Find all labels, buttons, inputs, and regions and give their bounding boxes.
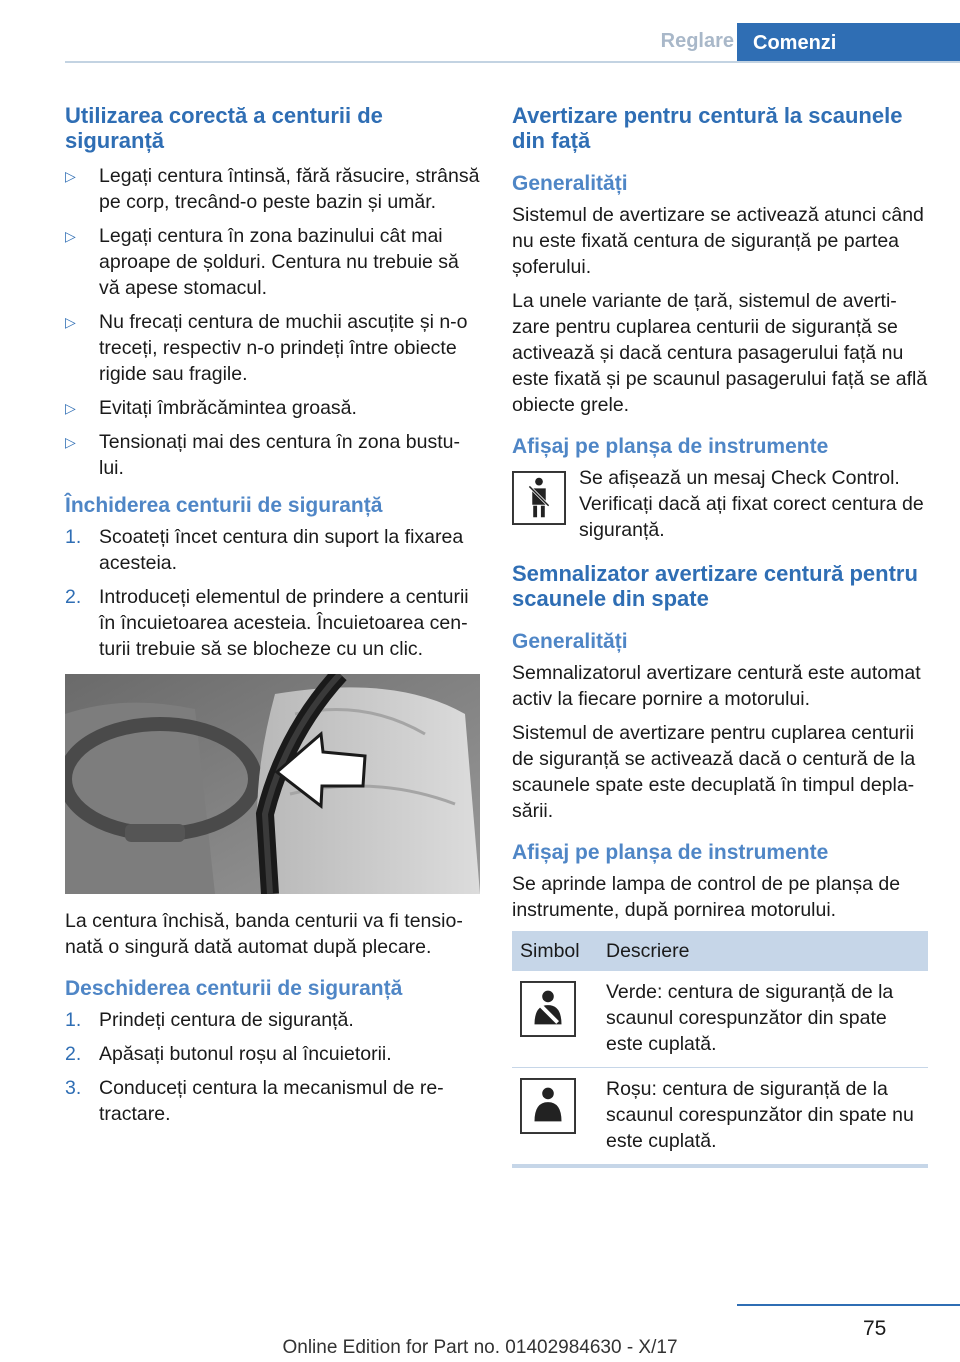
triangle-bullet-icon: ▷ <box>65 400 76 416</box>
row-description: Roșu: centura de siguranță de la scaunul corespunzător din spate nu este cuplată. <box>598 1068 928 1167</box>
table-header-row <box>512 931 928 971</box>
right-column <box>512 103 930 1168</box>
photo-caption: La centura închisă, banda centurii va fi tensio-nată o singură dată automat după plecare. <box>65 910 463 958</box>
list-item: 2. Introduceți elementul de prindere a centurii în încuietoarea acesteia. Încuietoarea cen-turii trebuie să se blocheze cu un clic. <box>65 586 469 660</box>
table-row <box>512 1068 928 1167</box>
table-row <box>512 971 928 1068</box>
list-item: 1. Scoateți încet centura din suport la fixarea acesteia. <box>65 526 464 574</box>
paragraph: Sistemul de avertizare pentru cuplarea centurii de siguranță se activează dacă o centură de la scaunele spate este decuplată în timpul depla-sării. <box>512 722 916 822</box>
tab-reglare[interactable]: Reglare <box>660 30 734 52</box>
triangle-bullet-icon: ▷ <box>65 168 76 184</box>
symbol-table <box>512 931 928 1168</box>
page-header <box>0 0 960 62</box>
numbered-list-closing <box>65 524 480 662</box>
section-title-opening-belt: Deschiderea centurii de siguranță <box>65 977 403 1000</box>
subtitle-general: Generalități <box>512 172 628 195</box>
list-item: ▷ Nu frecați centura de muchii ascuțite și n-o treceți, respectiv n-o prindeți între obiecte rigide sau fragile. <box>65 311 468 385</box>
column-header-description: Descriere <box>598 931 928 971</box>
triangle-bullet-icon: ▷ <box>65 434 76 450</box>
seatbelt-buckle-photo <box>65 674 480 894</box>
seatbelt-warning-icon <box>512 471 566 525</box>
page-number: 75 <box>863 1317 887 1340</box>
subtitle-instrument-display: Afișaj pe planșa de instrumente <box>512 435 829 458</box>
section-title-rear-belt-warning: Semnalizator avertizare centură pentru scaunele din spate <box>512 561 918 611</box>
page-number-divider <box>737 1304 960 1306</box>
section-title-correct-use: Utilizarea corectă a centurii de siguranță <box>65 103 383 153</box>
row-description: Verde: centura de siguranță de la scaunul corespunzător din spate este cuplată. <box>598 971 928 1068</box>
section-title-closing-belt: Închiderea centurii de siguranță <box>65 494 383 517</box>
numbered-list-opening <box>65 1007 480 1127</box>
bullet-list-correct-use <box>65 163 480 481</box>
section-title-front-belt-warning: Avertizare pentru centură la scaunele din față <box>512 103 903 153</box>
paragraph: Sistemul de avertizare se activează atunci când nu este fixată centura de siguranță pe partea șoferului. <box>512 204 924 278</box>
list-item: 2. Apăsați butonul roșu al încuietorii. <box>65 1043 392 1065</box>
header-divider <box>65 61 960 63</box>
column-header-symbol: Simbol <box>512 931 598 971</box>
icon-description: Se afișează un mesaj Check Control. Verificați dacă ați fixat corect centura de siguranță. <box>512 465 930 543</box>
paragraph: Se aprinde lampa de control de pe planșa de instrumente, după pornirea motorului. <box>512 873 901 921</box>
triangle-bullet-icon: ▷ <box>65 314 76 330</box>
seat-occupant-icon <box>520 1078 576 1134</box>
triangle-bullet-icon: ▷ <box>65 228 76 244</box>
left-column <box>65 103 480 1139</box>
list-item: ▷ Legați centura în zona bazinului cât mai aproape de șolduri. Centura nu trebuie să vă apese stomacul. <box>65 225 459 299</box>
footer-edition: Online Edition for Part no. 01402984630 - X/17 <box>282 1337 678 1358</box>
list-item: ▷ Tensionați mai des centura în zona bustu-lui. <box>65 431 460 479</box>
seatbelt-fastened-icon <box>520 981 576 1037</box>
list-item: ▷ Legați centura întinsă, fără răsucire, strânsă pe corp, trecând-o peste bazin și umăr. <box>65 165 480 213</box>
paragraph: La unele variante de țară, sistemul de averti-zare pentru cuplarea centurii de siguranță se activează și dacă centura pasagerului față nu este fixată și pe scaunul pasagerului față se află obiecte grele. <box>512 290 928 416</box>
subtitle-instrument-display: Afișaj pe planșa de instrumente <box>512 841 829 864</box>
paragraph: Semnalizatorul avertizare centură este automat activ la fiecare pornire a motorului. <box>512 662 921 710</box>
tab-comenzi[interactable]: Comenzi <box>737 23 960 63</box>
subtitle-general: Generalități <box>512 630 628 653</box>
list-item: 1. Prindeți centura de siguranță. <box>65 1009 354 1031</box>
list-item: 3. Conduceți centura la mecanismul de re-tractare. <box>65 1077 444 1125</box>
list-item: ▷ Evitați îmbrăcămintea groasă. <box>65 397 357 419</box>
